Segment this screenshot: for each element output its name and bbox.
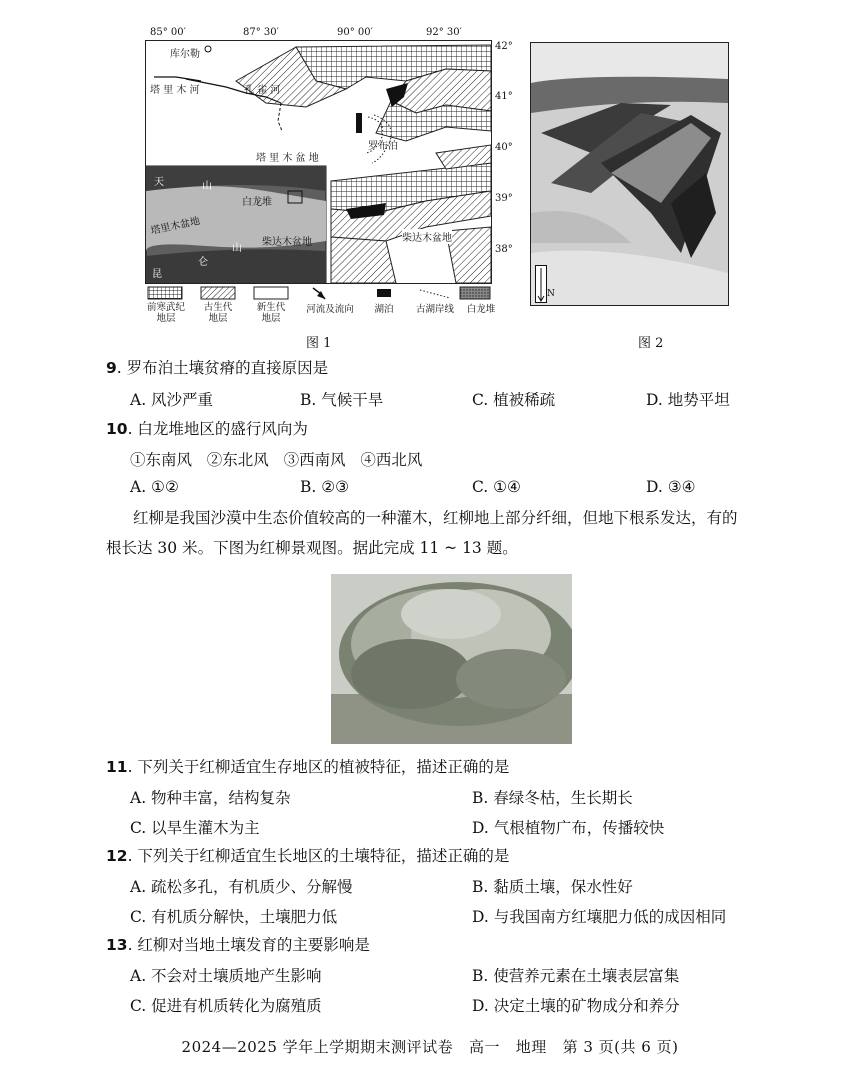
inset-label-lun: 仑 bbox=[198, 257, 208, 268]
q9-option-d[interactable]: D. 地势平坦 bbox=[646, 391, 730, 409]
q13-option-c[interactable]: C. 促进有机质转化为腐殖质 bbox=[130, 997, 322, 1015]
yardang-landscape-svg bbox=[531, 43, 728, 305]
lon-tick: 85° 00′ bbox=[150, 27, 186, 38]
figure2-caption: 图 2 bbox=[638, 336, 664, 351]
question-text: . 下列关于红柳适宜生存地区的植被特征，描述正确的是 bbox=[127, 758, 510, 776]
label-tarim-river: 塔 里 木 河 bbox=[150, 85, 200, 96]
q10-sub-options: ①东南风 ②东北风 ③西南风 ④西北风 bbox=[130, 451, 423, 469]
lon-tick: 87° 30′ bbox=[243, 27, 279, 38]
q10-option-a[interactable]: A. ①② bbox=[130, 478, 179, 496]
inset-label-bailongdui: 白龙堆 bbox=[242, 197, 272, 208]
north-label: N bbox=[547, 289, 555, 299]
legend-precambrian: 前寒武纪 地层 bbox=[146, 302, 185, 324]
question-number: 10 bbox=[106, 420, 128, 438]
lon-tick: 90° 00′ bbox=[337, 27, 373, 38]
lat-tick: 38° bbox=[495, 244, 513, 255]
q10-option-d[interactable]: D. ③④ bbox=[646, 478, 696, 496]
legend-old-shoreline: 古湖岸线 bbox=[415, 304, 454, 315]
question-text: . 红柳对当地土壤发育的主要影响是 bbox=[127, 936, 370, 954]
tamarisk-photo bbox=[331, 574, 572, 744]
question-11-stem bbox=[106, 756, 509, 778]
figure1-legend bbox=[145, 286, 525, 322]
q13-option-b[interactable]: B. 使营养元素在土壤表层富集 bbox=[472, 967, 680, 985]
question-9-stem bbox=[106, 357, 328, 379]
q12-option-a[interactable]: A. 疏松多孔，有机质少、分解慢 bbox=[130, 878, 353, 896]
q13-option-a[interactable]: A. 不会对土壤质地产生影响 bbox=[130, 967, 322, 985]
q11-option-a[interactable]: A. 物种丰富，结构复杂 bbox=[130, 789, 291, 807]
passage-line-2: 根长达 30 米。下图为红柳景观图。据此完成 11 ~ 13 题。 bbox=[106, 539, 518, 557]
question-13-stem bbox=[106, 934, 370, 956]
q9-option-b[interactable]: B. 气候干旱 bbox=[300, 391, 384, 409]
question-12-stem bbox=[106, 845, 509, 867]
lon-tick: 92° 30′ bbox=[426, 27, 462, 38]
north-arrow-icon bbox=[535, 265, 547, 303]
q11-option-d[interactable]: D. 气根植物广布，传播较快 bbox=[472, 819, 665, 837]
inset-label-shan2: 山 bbox=[232, 243, 242, 254]
q11-option-c[interactable]: C. 以旱生灌木为主 bbox=[130, 819, 260, 837]
passage-line-1: 红柳是我国沙漠中生态价值较高的一种灌木，红柳地上部分纤细，但地下根系发达，有的 bbox=[133, 509, 738, 527]
label-kongque-river: 孔 雀 河 bbox=[244, 85, 281, 96]
question-number: 12 bbox=[106, 847, 128, 865]
lat-tick: 41° bbox=[495, 91, 513, 102]
label-lop-nur: 罗布泊 bbox=[368, 141, 398, 152]
question-number: 13 bbox=[106, 936, 128, 954]
legend-cenozoic: 新生代 地层 bbox=[256, 302, 286, 324]
tamarisk-shrub-svg bbox=[331, 574, 572, 744]
figure1-map bbox=[145, 40, 492, 284]
page-footer: 2024—2025 学年上学期期末测评试卷 高一 地理 第 3 页(共 6 页) bbox=[181, 1038, 679, 1056]
q13-option-d[interactable]: D. 决定土壤的矿物成分和养分 bbox=[472, 997, 680, 1015]
question-number: 11 bbox=[106, 758, 128, 776]
figure1-caption: 图 1 bbox=[306, 336, 332, 351]
legend-lake: 湖泊 bbox=[374, 304, 394, 315]
inset-label-tarim: 塔里木盆地 bbox=[149, 215, 202, 238]
q9-option-c[interactable]: C. 植被稀疏 bbox=[472, 391, 556, 409]
figure2-photo bbox=[530, 42, 729, 306]
inset-label-shan: 山 bbox=[202, 181, 212, 192]
legend-paleozoic: 古生代 地层 bbox=[203, 302, 233, 324]
label-tarim-basin: 塔 里 木 盆 地 bbox=[256, 153, 319, 164]
q10-option-b[interactable]: B. ②③ bbox=[300, 478, 350, 496]
question-text: . 白龙堆地区的盛行风向为 bbox=[127, 420, 308, 438]
question-text: . 下列关于红柳适宜生长地区的土壤特征，描述正确的是 bbox=[127, 847, 510, 865]
inset-label-qaidam: 柴达木盆地 bbox=[262, 237, 312, 248]
question-10-stem bbox=[106, 418, 308, 440]
inset-label-tian: 天 bbox=[154, 177, 164, 188]
legend-swatches bbox=[145, 286, 525, 300]
q12-option-d[interactable]: D. 与我国南方红壤肥力低的成因相同 bbox=[472, 908, 727, 926]
q11-option-b[interactable]: B. 春绿冬枯，生长期长 bbox=[472, 789, 633, 807]
q12-option-c[interactable]: C. 有机质分解快，土壤肥力低 bbox=[130, 908, 338, 926]
inset-label-kun: 昆 bbox=[152, 269, 162, 280]
label-qaidam-basin: 柴达木盆地 bbox=[402, 229, 452, 244]
lat-tick: 39° bbox=[495, 193, 513, 204]
lat-tick: 40° bbox=[495, 142, 513, 153]
q9-option-a[interactable]: A. 风沙严重 bbox=[130, 391, 214, 409]
label-korla: 库尔勒 bbox=[170, 49, 200, 60]
question-text: . 罗布泊土壤贫瘠的直接原因是 bbox=[116, 359, 329, 377]
legend-bailongdui: 白龙堆 bbox=[466, 304, 496, 315]
passage bbox=[106, 503, 806, 563]
q10-option-c[interactable]: C. ①④ bbox=[472, 478, 521, 496]
lat-tick: 42° bbox=[495, 41, 513, 52]
legend-river: 河流及流向 bbox=[306, 304, 354, 315]
question-number: 9 bbox=[106, 359, 117, 377]
q12-option-b[interactable]: B. 黏质土壤，保水性好 bbox=[472, 878, 633, 896]
